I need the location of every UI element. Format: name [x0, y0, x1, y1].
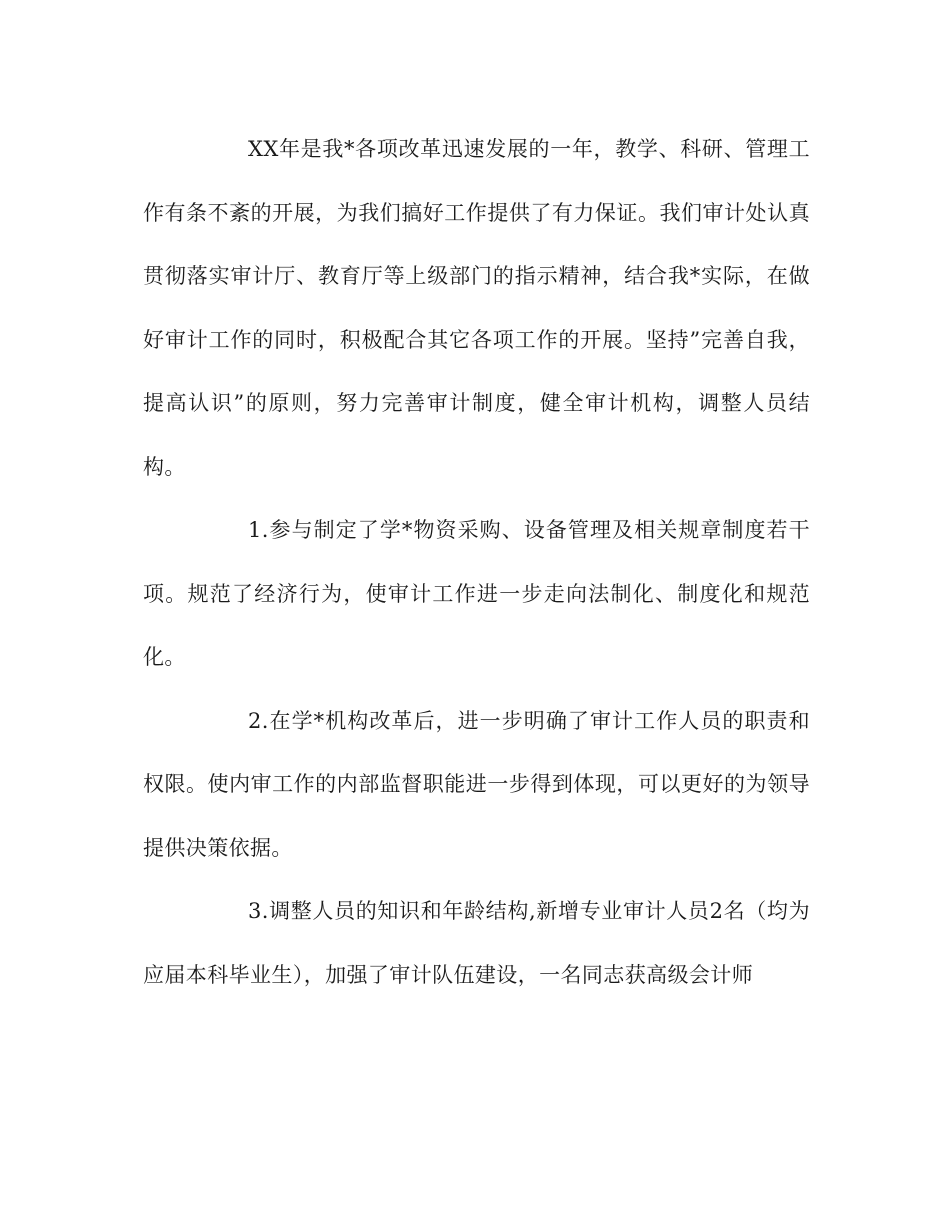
paragraph-item-1: 1.参与制定了学*物资采购、设备管理及相关规章制度若干项。规范了经济行为，使审计工作进一步走向法制化、制度化和规范化。 [143, 518, 810, 669]
document-body [143, 118, 810, 1007]
paragraph-item-2: 2.在学*机构改革后，进一步明确了审计工作人员的职责和权限。使内审工作的内部监督职能进一步得到体现，可以更好的为领导提供决策依据。 [143, 708, 810, 860]
paragraph-item-3: 3.调整人员的知识和年龄结构,新增专业审计人员2名（均为应届本科毕业生），加强了审计队伍建设，一名同志获高级会计师 [143, 899, 810, 987]
paragraph-intro: XX年是我*各项改革迅速发展的一年，教学、科研、管理工作有条不紊的开展，为我们搞好工作提供了有力保证。我们审计处认真贯彻落实审计厅、教育厅等上级部门的指示精神，结合我*实际，在做好审计工作的同时，积极配合其它各项工作的开展。坚持”完善自我，提高认识”的原则，努力完善审计制度，健全审计机构，调整人员结构。 [143, 137, 810, 479]
